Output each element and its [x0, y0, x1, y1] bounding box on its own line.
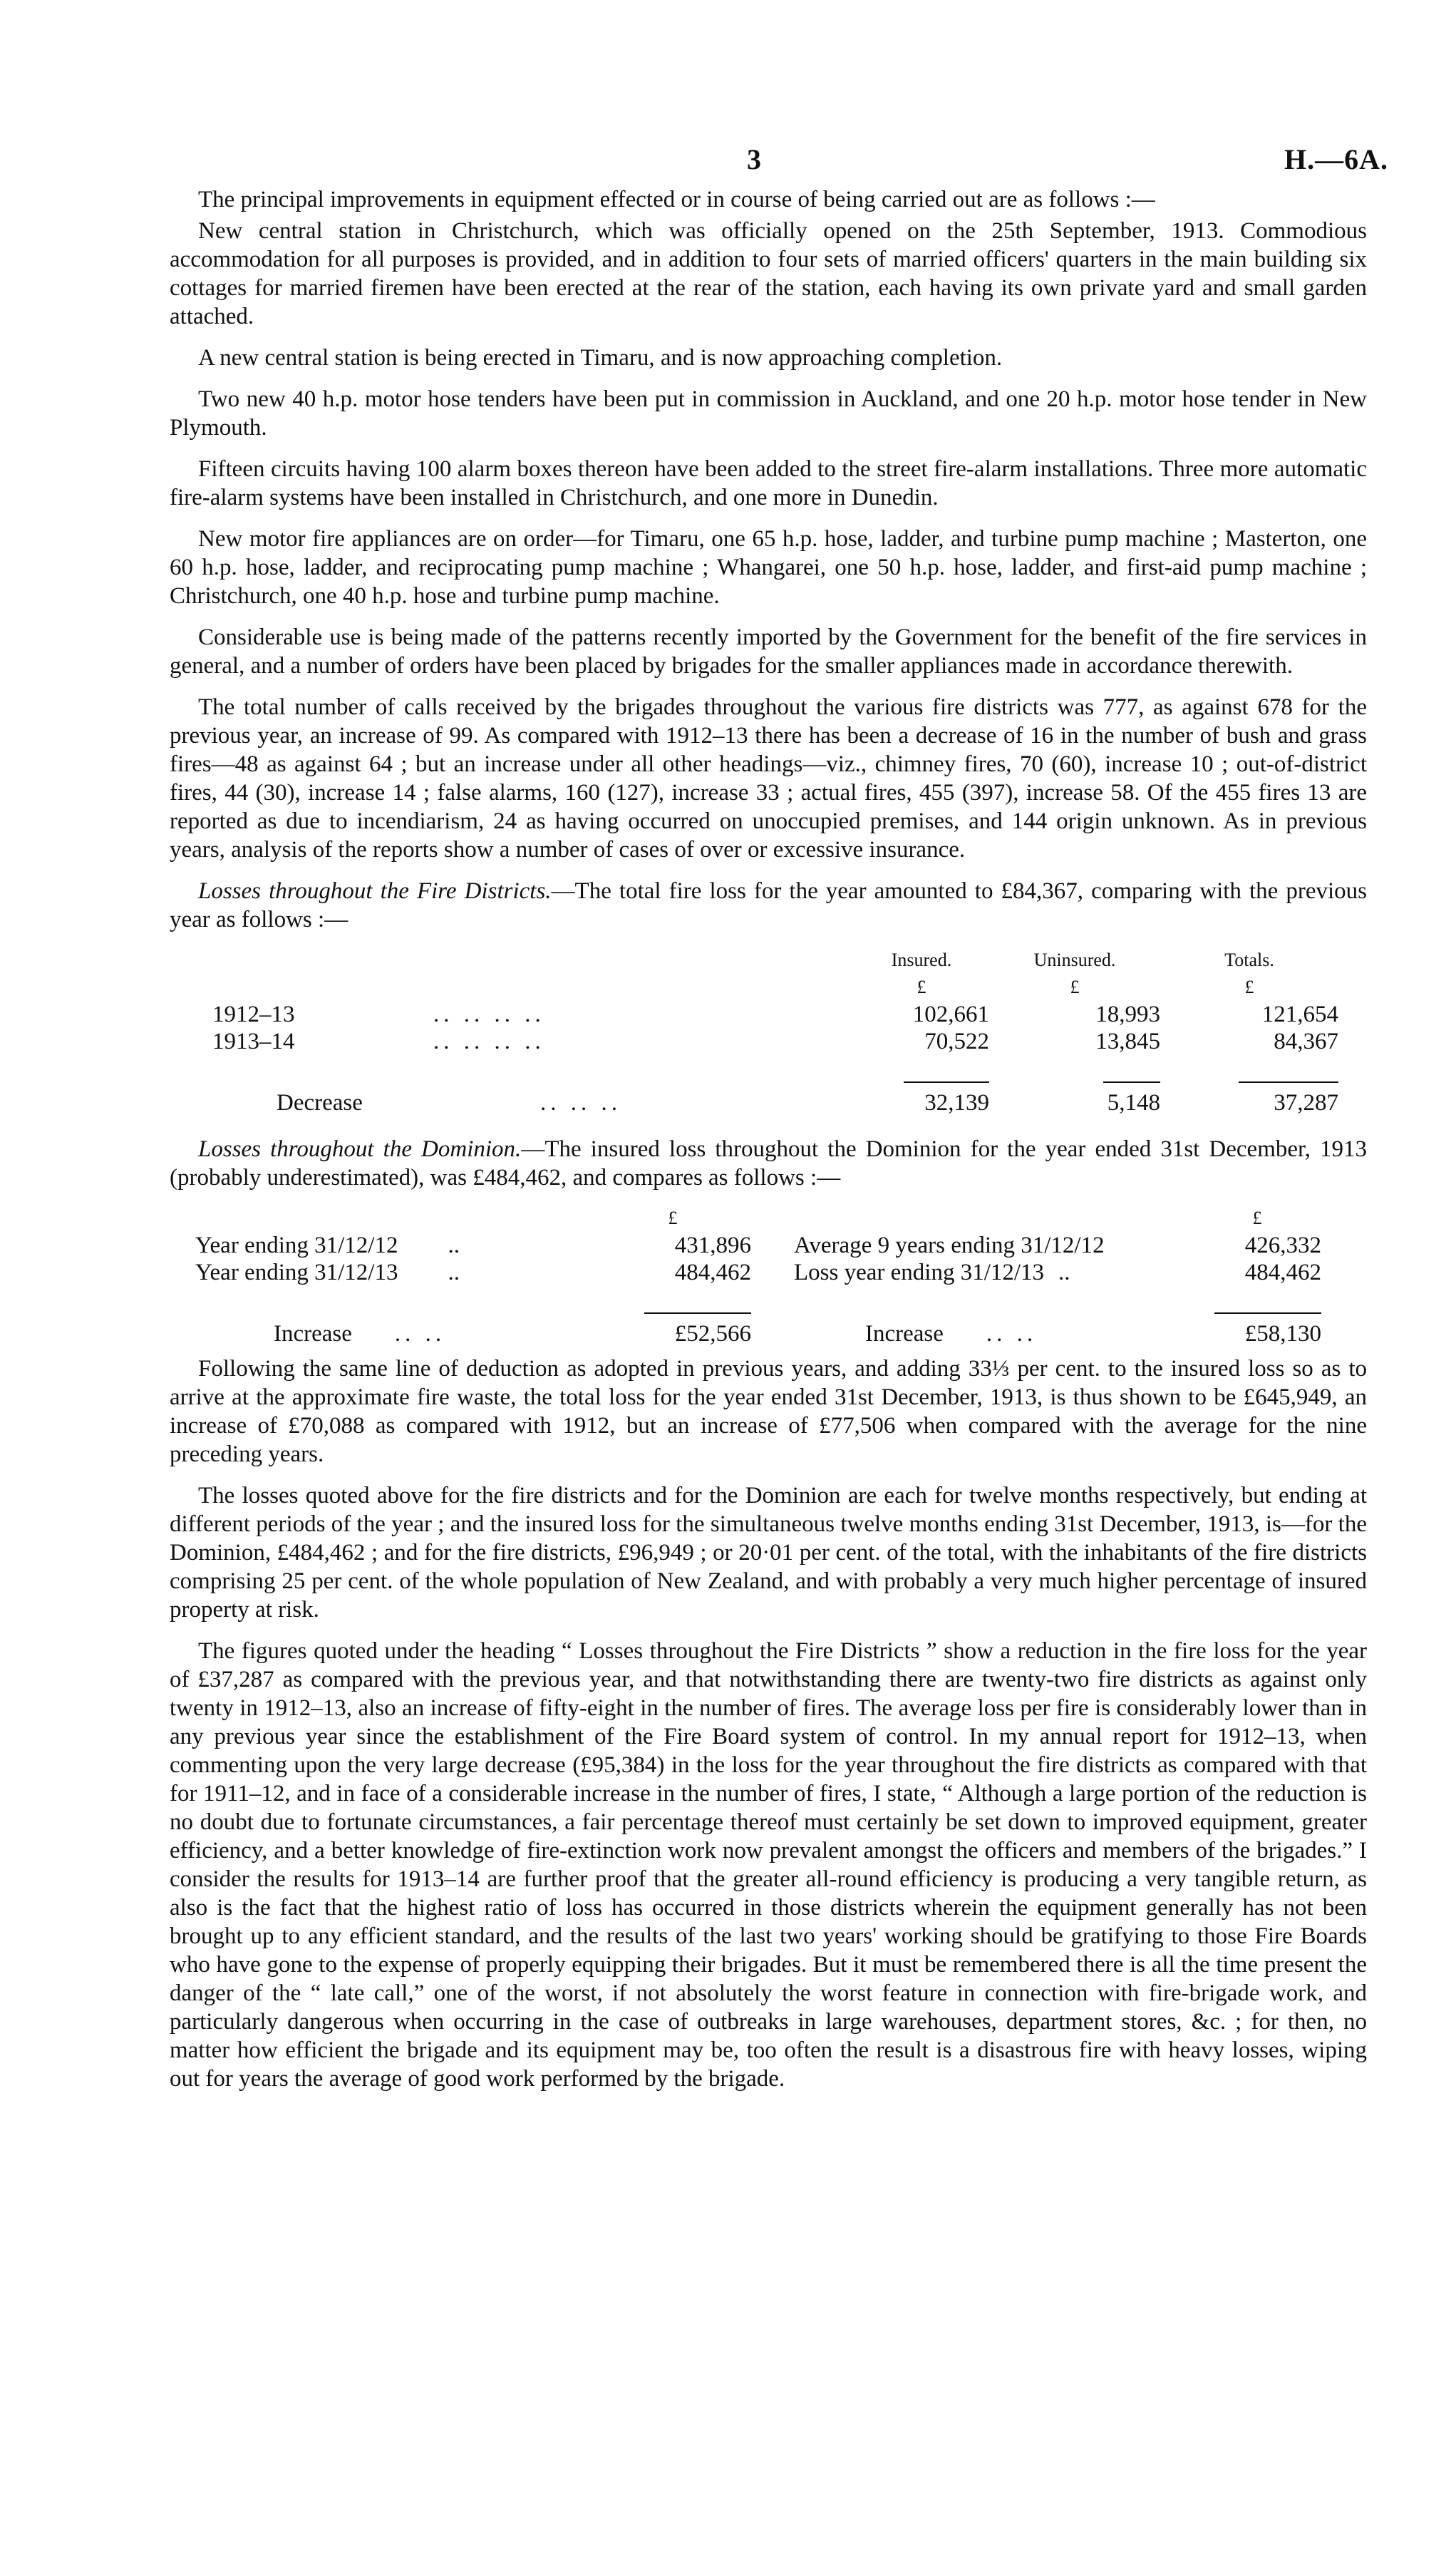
row-label-text: Year ending 31/12/13	[195, 1260, 398, 1285]
total-value: 37,287	[1274, 1090, 1338, 1116]
row-label: 1912–13	[212, 1002, 295, 1027]
total-value: 84,367	[1274, 1029, 1338, 1054]
page-header	[170, 128, 1388, 185]
sum-rule	[644, 1312, 751, 1314]
row-label-text: Loss year ending 31/12/13	[794, 1260, 1045, 1285]
losses-fire-districts-heading: Losses throughout the Fire Districts.	[198, 878, 552, 904]
row-label-text: Increase	[274, 1321, 352, 1347]
paragraph-motor-hose-tenders: Two new 40 h.p. motor hose tenders have been put in commission in Auckland, and one 20 h.p. motor hose tender in New Plymouth.	[170, 386, 1367, 441]
row-label	[195, 1320, 594, 1347]
paragraph-losses-fire-districts	[170, 877, 1367, 934]
row-label	[751, 1320, 1193, 1347]
currency-symbol: £	[1244, 977, 1254, 997]
currency-symbol: £	[668, 1208, 678, 1228]
document-page	[170, 128, 1388, 2106]
leader-dots: .. .. .. ..	[433, 1029, 545, 1054]
table-rule-row	[212, 1055, 1338, 1089]
paragraph-simultaneous-losses: The losses quoted above for the fire districts and for the Dominion are each for twelve months respectively, but ending at different periods of the year ; and the insured loss for the simultaneous twelve months ending 31st December, 1913, is—for the Dominion, £484,462 ; and for the fire districts, £96,949 ; or 20·01 per cent. of the total, with the inhabitants of the fire districts comprising 25 per cent. of the whole population of New Zealand, and with probably a very much higher percentage of insured property at risk.	[170, 1483, 1367, 1623]
table-rule-row	[195, 1286, 1321, 1320]
row-label	[195, 1232, 594, 1259]
table-row	[195, 1259, 1321, 1286]
row-label-text: Increase	[865, 1321, 944, 1347]
uninsured-value: 5,148	[1107, 1090, 1160, 1116]
leader-dots: .. .. ..	[540, 1090, 621, 1116]
right-increase-value: £58,130	[1244, 1321, 1321, 1347]
right-value: 484,462	[1244, 1260, 1321, 1285]
paragraph-improvements-intro: The principal improvements in equipment effected or in course of being carried out are as follows :—	[198, 187, 1155, 212]
paragraph-calls-received: The total number of calls received by the brigades throughout the various fire districts was 777, as against 678 for the previous year, an increase of 99. As compared with 1912–13 there has been a decrease of 16 in the number of bush and grass fires—48 as against 64 ; but an increase under all other headings—viz., chimney fires, 70 (60), increase 10 ; out-of-district fires, 44 (30), increase 14 ; false alarms, 160 (127), increase 33 ; actual fires, 455 (397), increase 58. Of the 455 fires 13 are reported as due to incendiarism, 24 as having occurred on unoccupied premises, and 144 origin unknown. As in previous years, analysis of the reports show a number of cases of over or excessive insurance.	[170, 694, 1367, 863]
row-label	[751, 1259, 1193, 1286]
left-value: 431,896	[674, 1233, 751, 1258]
table-increase-row	[195, 1320, 1321, 1347]
leader-dots: ..	[448, 1233, 460, 1258]
table-decrease-row	[212, 1089, 1338, 1116]
table-row	[212, 1028, 1338, 1055]
page-number: 3	[747, 143, 761, 175]
sum-rule	[1103, 1081, 1160, 1083]
row-label: 1913–14	[212, 1029, 295, 1054]
losses-dominion-text: —The insured loss throughout the Dominion for the year ended 31st December, 1913 (probably underestimated), was £484,462, and compares as follows :—	[170, 1136, 1368, 1191]
leader-dots: .. ..	[394, 1321, 446, 1347]
row-label: Average 9 years ending 31/12/12	[794, 1233, 1105, 1258]
losses-dominion-heading: Losses throughout the Dominion.	[198, 1136, 522, 1162]
total-value: 121,654	[1261, 1002, 1338, 1027]
paragraph-losses-dominion	[170, 1135, 1367, 1192]
table-row	[195, 1232, 1321, 1259]
losses-fire-districts-text: —The total fire loss for the year amounted to £84,367, comparing with the previous year as follows :—	[170, 878, 1367, 932]
sum-rule	[1214, 1312, 1321, 1314]
paragraph-fire-alarm-circuits: Fifteen circuits having 100 alarm boxes thereon have been added to the street fire-alarm installations. Three more automatic fire-alarm systems have been installed in Christchurch, and one more in Dunedin.	[170, 456, 1367, 510]
header-totals: Totals.	[1224, 950, 1274, 970]
header-insured: Insured.	[891, 950, 952, 970]
paragraph-fire-waste-deduction: Following the same line of deduction as adopted in previous years, and adding 33⅓ per cent. to the insured loss so as to arrive at the approximate fire waste, the total loss for the year ended 31st December, 1913, is thus shown to be £645,949, an increase of £70,088 as compared with 1912, but an increase of £77,506 when compared with the average for the nine preceding years.	[170, 1356, 1367, 1467]
paragraph-government-patterns: Considerable use is being made of the patterns recently imported by the Government for the benefit of the fire services in general, and a number of orders have been placed by brigades for the smaller appliances made in accordance therewith.	[170, 624, 1367, 679]
leader-dots: ..	[448, 1260, 460, 1285]
insured-value: 32,139	[924, 1090, 989, 1116]
table-currency-row	[212, 974, 1338, 1001]
fire-districts-loss-table	[212, 947, 1338, 1116]
paragraph-christchurch-station: New central station in Christchurch, which was officially opened on the 25th September, 1913. Commodious accommodation for all purposes is provided, and in addition to four sets of married officers' quarters in the main building six cottages for married firemen have been erected at the rear of the station, each having its own private yard and small garden attached.	[170, 218, 1367, 329]
leader-dots: .. ..	[986, 1321, 1038, 1347]
insured-value: 70,522	[924, 1029, 989, 1054]
sum-rule	[904, 1081, 989, 1083]
sum-rule	[1239, 1081, 1338, 1083]
dominion-loss-table	[195, 1205, 1321, 1347]
paragraph-timaru-station: A new central station is being erected in Timaru, and is now approaching completion.	[198, 345, 1003, 371]
row-label-text: Year ending 31/12/12	[195, 1233, 398, 1258]
currency-symbol: £	[1252, 1208, 1262, 1228]
currency-symbol: £	[917, 977, 926, 997]
currency-symbol: £	[1070, 977, 1080, 997]
table-currency-row	[195, 1205, 1321, 1232]
paragraph-analysis-of-figures: The figures quoted under the heading “ Losses throughout the Fire Districts ” show a reduction in the fire loss for the year of £37,287 as compared with the previous year, and that notwithstanding there are twenty-two fire districts as against only twenty in 1912–13, also an increase of fifty-eight in the number of fires. The average loss per fire is considerably lower than in any previous year since the establishment of the Fire Board system of control. In my annual report for 1912–13, when commenting upon the very large decrease (£95,384) in the loss for the year throughout the fire districts as compared with that for 1911–12, and in face of a considerable increase in the number of fires, I state, “ Although a large portion of the reduction is no doubt due to fortunate circumstances, a fair percentage thereof must certainly be set down to improved equipment, greater efficiency, and a better knowledge of fire-extinction work now prevalent amongst the officers and members of the brigades.” I consider the results for 1913–14 are further proof that the greater all-round efficiency is producing a very tangible return, as also is the fact that the highest ratio of loss has occurred in those districts wherein the equipment generally has not been brought up to any efficient standard, and the results of the last two years' working should be gratifying to those Fire Boards who have gone to the expense of properly equipping their brigades. But it must be remembered there is all the time present the danger of the “ late call,” one of the worst, if not absolutely the worst feature in connection with fire-brigade work, and particularly dangerous when occurring in the case of outbreaks in large warehouses, department stores, &c. ; for then, no matter how efficient the brigade and its equipment may be, too often the result is a disastrous fire with heavy losses, wiping out for years the average of good work performed by the brigade.	[170, 1638, 1367, 2092]
leader-dots: .. .. .. ..	[433, 1002, 545, 1027]
right-value: 426,332	[1244, 1233, 1321, 1258]
table-header-row	[212, 947, 1338, 974]
uninsured-value: 13,845	[1095, 1029, 1160, 1054]
insured-value: 102,661	[912, 1002, 989, 1027]
uninsured-value: 18,993	[1095, 1002, 1160, 1027]
paper-identifier: H.—6A.	[1284, 143, 1388, 175]
left-value: 484,462	[674, 1260, 751, 1285]
left-increase-value: £52,566	[674, 1321, 751, 1347]
paragraph-motor-appliances-on-order: New motor fire appliances are on order—for Timaru, one 65 h.p. hose, ladder, and turbine pump machine ; Masterton, one 60 h.p. hose, ladder, and reciprocating pump machine ; Whangarei, one 50 h.p. hose, ladder, and first-aid pump machine ; Christchurch, one 40 h.p. hose and turbine pump machine.	[170, 526, 1367, 609]
leader-dots: ..	[1058, 1260, 1070, 1285]
table-row	[212, 1001, 1338, 1028]
row-label	[195, 1259, 594, 1286]
header-uninsured: Uninsured.	[1033, 950, 1116, 970]
row-label: Decrease	[277, 1090, 363, 1116]
